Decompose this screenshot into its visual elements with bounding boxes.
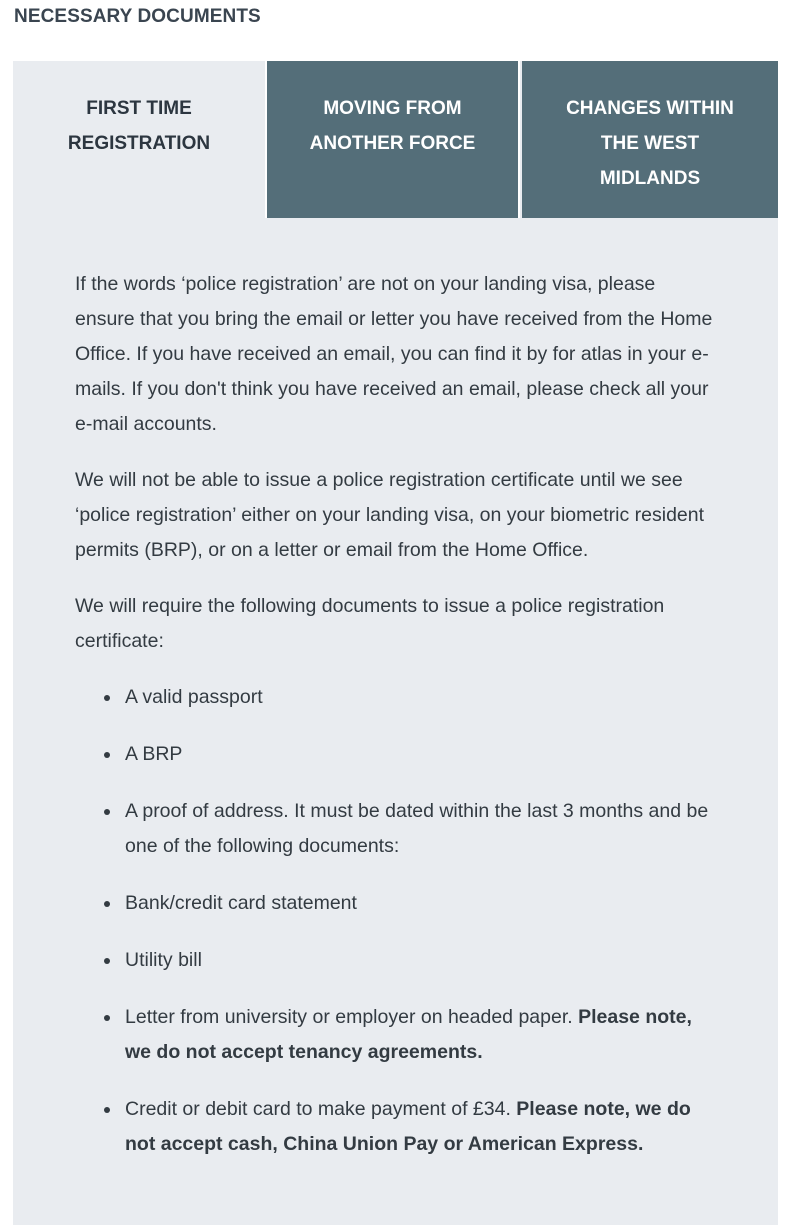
list-item-note: Please note, we do not accept cash, China Union Pay or American Express. bbox=[125, 1098, 691, 1155]
tab-label-line: MIDLANDS bbox=[599, 168, 701, 189]
paragraph-certificate-requirement: We will not be able to issue a police registration certificate until we see ‘police registration’ either on your landing visa, on your biometric resident permits (BRP), or on a letter or email from the Home Office. bbox=[75, 469, 705, 561]
list-item-text: Utility bill bbox=[125, 949, 202, 971]
tab-list bbox=[13, 61, 778, 218]
list-item bbox=[125, 1000, 715, 1070]
list-item bbox=[125, 886, 715, 921]
paragraph-landing-visa: If the words ‘police registration’ are not on your landing visa, please ensure that you bring the email or letter you have received from the Home Office. If you have received an email, you can find it by for atlas in your e-mails. If you don't think you have received an email, please check all your e-mail accounts. bbox=[75, 273, 713, 435]
section-heading: NECESSARY DOCUMENTS bbox=[14, 6, 261, 27]
list-item-text: Letter from university or employer on headed paper. bbox=[125, 1006, 579, 1028]
paragraph-required-documents: We will require the following documents to issue a police registration certificate: bbox=[75, 595, 665, 652]
list-item bbox=[125, 680, 715, 715]
tab-label-line: REGISTRATION bbox=[67, 133, 211, 154]
tab-content bbox=[75, 267, 715, 1184]
tab-label-line: FIRST TIME bbox=[86, 98, 192, 119]
list-item-text: A proof of address. It must be dated within the last 3 months and be one of the following documents: bbox=[125, 800, 709, 857]
tab-label-line: THE WEST bbox=[600, 133, 700, 154]
tab-label-line: MOVING FROM bbox=[323, 98, 462, 119]
list-item bbox=[125, 943, 715, 978]
tab-first-time-registration[interactable] bbox=[13, 61, 265, 218]
list-item-text: Credit or debit card to make payment of £34. bbox=[125, 1098, 517, 1120]
list-item bbox=[125, 1092, 715, 1162]
list-item bbox=[125, 737, 715, 772]
tabs-panel bbox=[13, 61, 778, 1225]
list-item bbox=[125, 794, 715, 864]
list-item-note: Please note, we do not accept tenancy agreements. bbox=[125, 1006, 692, 1063]
tab-label-line: CHANGES WITHIN bbox=[566, 98, 734, 119]
list-item-text: A BRP bbox=[125, 743, 183, 765]
tab-divider bbox=[518, 61, 520, 218]
documents-list bbox=[75, 680, 715, 1162]
tab-label-line: ANOTHER FORCE bbox=[309, 133, 476, 154]
tab-changes-within-west-midlands[interactable] bbox=[522, 61, 778, 218]
tab-moving-from-another-force[interactable] bbox=[267, 61, 518, 218]
list-item-text: A valid passport bbox=[125, 686, 263, 708]
list-item-text: Bank/credit card statement bbox=[125, 892, 357, 914]
